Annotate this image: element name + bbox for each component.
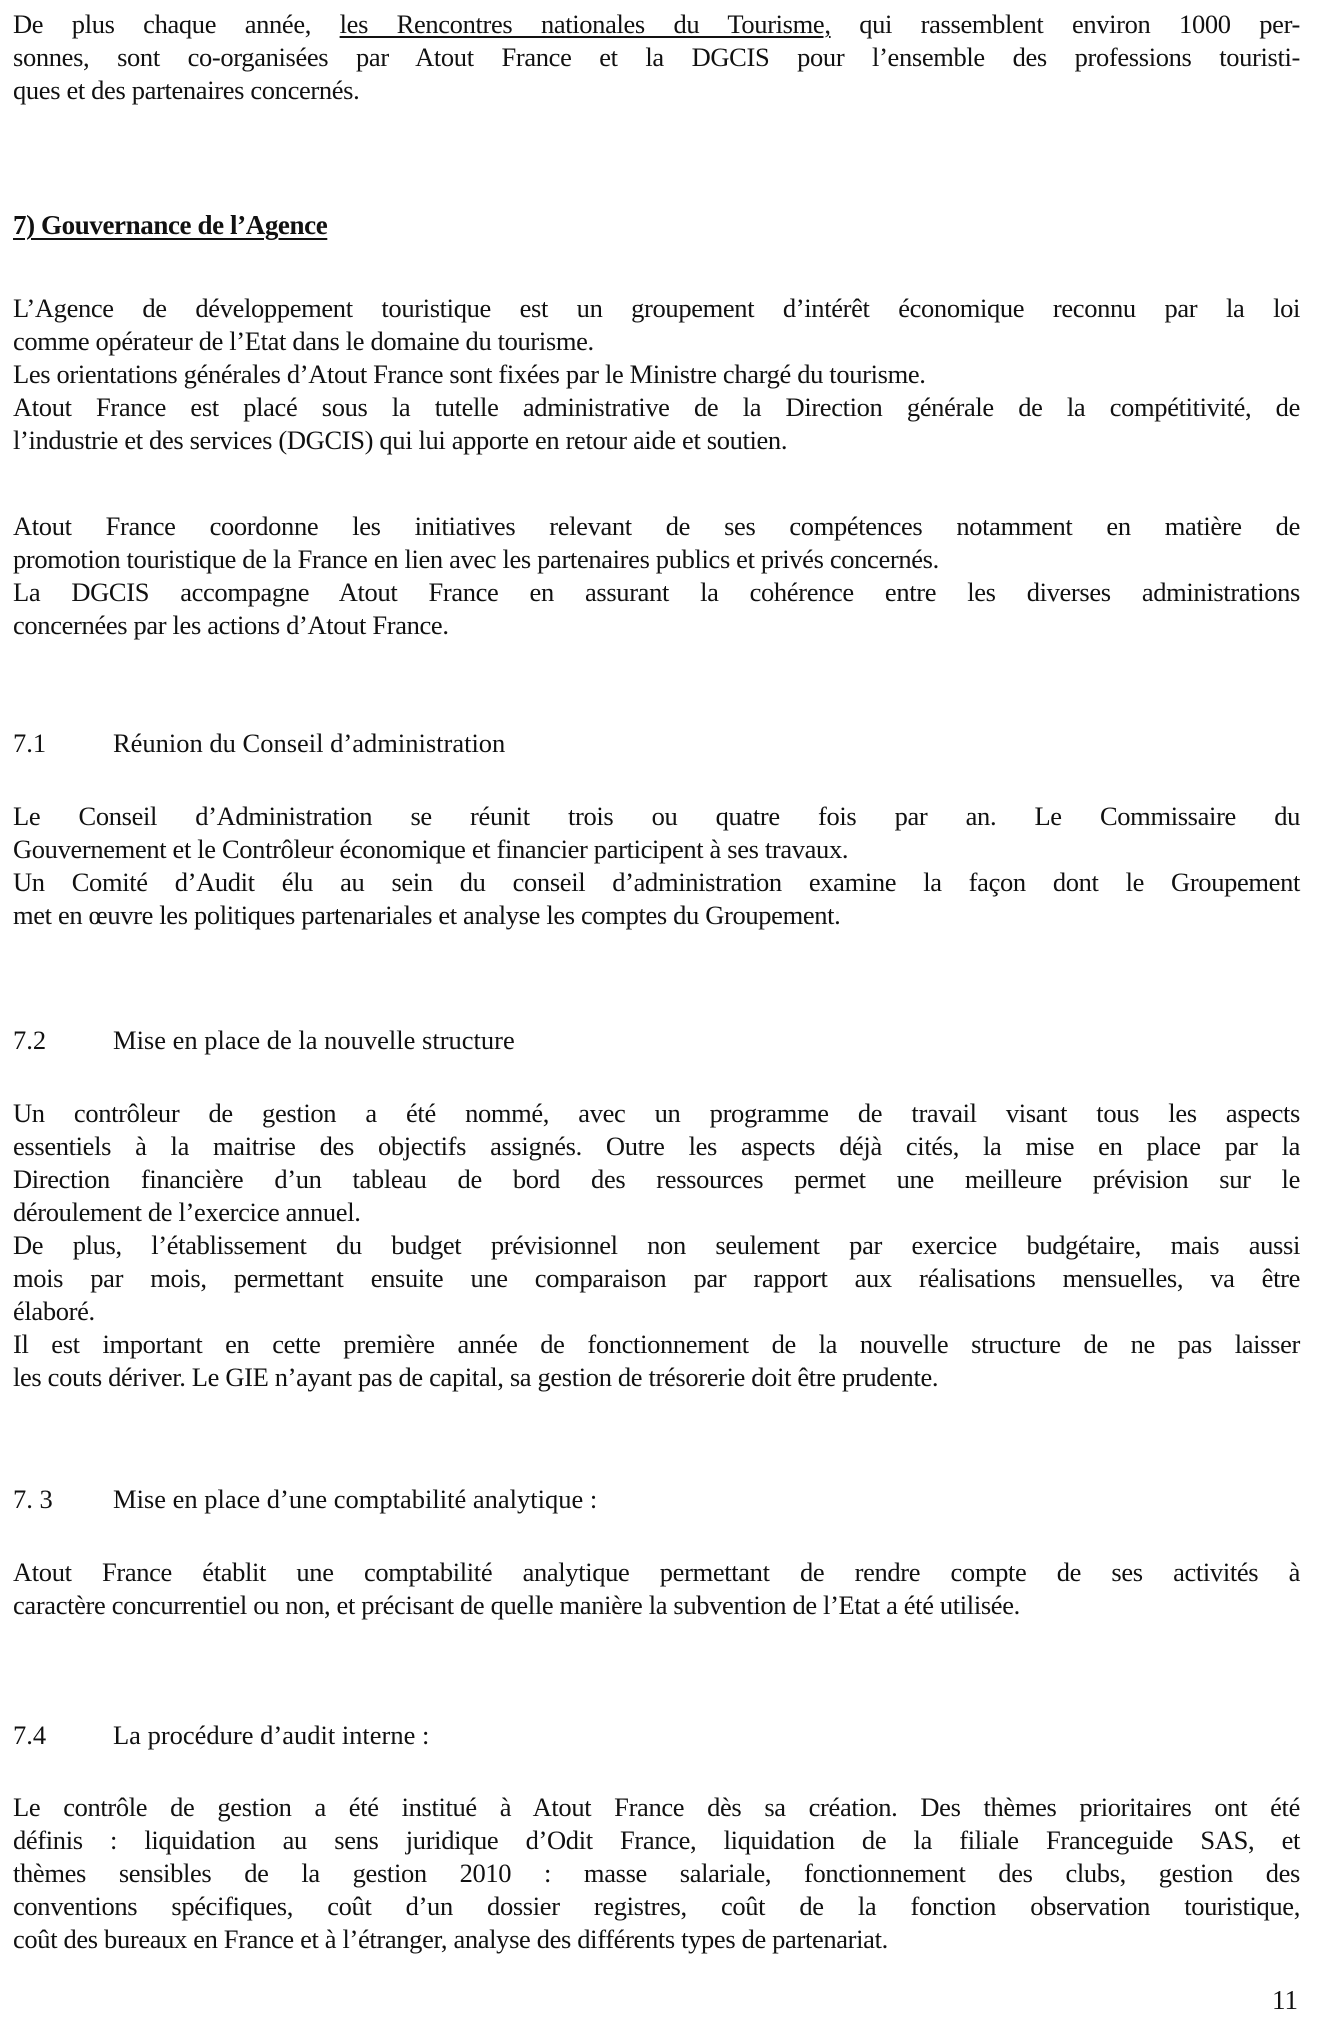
intro-line-3: ques et des partenaires concernés.	[13, 75, 360, 105]
subsection-7-4-heading	[13, 1719, 429, 1752]
intro-paragraph	[13, 8, 1300, 107]
text-line: déroulement de l’exercice annuel.	[13, 1197, 361, 1227]
text-line: L’Agence de développement touristique est un groupement d’intérêt économique reconnu par la loi	[13, 293, 1300, 323]
section-7-paragraph-2	[13, 510, 1300, 642]
text-line: Le Conseil d’Administration se réunit trois ou quatre fois par an. Le Commissaire du	[13, 801, 1300, 831]
intro-line-2: sonnes, sont co-organisées par Atout France et la DGCIS pour l’ensemble des professions touristi-	[13, 42, 1300, 72]
text-line: Le contrôle de gestion a été institué à Atout France dès sa création. Des thèmes prioritaires ont été	[13, 1792, 1300, 1822]
text-line: mois par mois, permettant ensuite une comparaison par rapport aux réalisations mensuelles, va être	[13, 1263, 1300, 1293]
subsection-7-3-heading	[13, 1483, 597, 1516]
text-line: conventions spécifiques, coût d’un dossier registres, coût de la fonction observation touristique,	[13, 1891, 1300, 1921]
text-line: caractère concurrentiel ou non, et précisant de quelle manière la subvention de l’Etat a été utilisée.	[13, 1590, 1020, 1620]
text-line: définis : liquidation au sens juridique d’Odit France, liquidation de la filiale Franceguide SAS, et	[13, 1825, 1300, 1855]
text-line: coût des bureaux en France et à l’étranger, analyse des différents types de partenariat.	[13, 1924, 888, 1954]
intro-line-1: De plus chaque année, les Rencontres nationales du Tourisme, qui rassemblent environ 1000 per-	[13, 9, 1300, 39]
page-number: 11	[1272, 1985, 1298, 2015]
subsection-number: 7.2	[13, 1025, 47, 1055]
text-line: Il est important en cette première année de fonctionnement de la nouvelle structure de ne pas laisser	[13, 1329, 1300, 1359]
subsection-title: Réunion du Conseil d’administration	[113, 728, 506, 758]
text-line: met en œuvre les politiques partenariales et analyse les comptes du Groupement.	[13, 900, 841, 930]
subsection-title: Mise en place d’une comptabilité analytique :	[113, 1484, 598, 1514]
text-line: Un Comité d’Audit élu au sein du conseil d’administration examine la façon dont le Groupement	[13, 867, 1300, 897]
subsection-7-1-heading	[13, 727, 505, 760]
subsection-7-1-paragraph	[13, 800, 1300, 932]
text-line: Gouvernement et le Contrôleur économique et financier participent à ses travaux.	[13, 834, 849, 864]
subsection-7-2-heading	[13, 1024, 515, 1057]
text-line: concernées par les actions d’Atout France.	[13, 610, 449, 640]
subsection-title: Mise en place de la nouvelle structure	[113, 1025, 515, 1055]
text-line: thèmes sensibles de la gestion 2010 : masse salariale, fonctionnement des clubs, gestion des	[13, 1858, 1300, 1888]
text-line: promotion touristique de la France en lien avec les partenaires publics et privés concernés.	[13, 544, 939, 574]
text-line: les couts dériver. Le GIE n’ayant pas de capital, sa gestion de trésorerie doit être prudente.	[13, 1362, 939, 1392]
subsection-number: 7.1	[13, 728, 47, 758]
text-line: La DGCIS accompagne Atout France en assurant la cohérence entre les diverses administrations	[13, 577, 1300, 607]
text-line: Atout France coordonne les initiatives relevant de ses compétences notamment en matière de	[13, 511, 1300, 541]
section-7-heading: 7) Gouvernance de l’Agence	[13, 210, 328, 240]
subsection-title: La procédure d’audit interne :	[113, 1720, 430, 1750]
text-line: essentiels à la maitrise des objectifs assignés. Outre les aspects déjà cités, la mise en place par la	[13, 1131, 1300, 1161]
text-line: l’industrie et des services (DGCIS) qui lui apporte en retour aide et soutien.	[13, 425, 788, 455]
subsection-7-3-paragraph	[13, 1556, 1300, 1622]
text-line: Atout France établit une comptabilité analytique permettant de rendre compte de ses activités à	[13, 1557, 1300, 1587]
text-line: Les orientations générales d’Atout France sont fixées par le Ministre chargé du tourisme.	[13, 359, 926, 389]
text-line: comme opérateur de l’Etat dans le domaine du tourisme.	[13, 326, 594, 356]
section-7-paragraph-1	[13, 292, 1300, 457]
subsection-number: 7.4	[13, 1720, 47, 1750]
subsection-number: 7. 3	[13, 1484, 53, 1514]
subsection-7-2-paragraph	[13, 1097, 1300, 1394]
text-line: De plus, l’établissement du budget prévisionnel non seulement par exercice budgétaire, mais aussi	[13, 1230, 1300, 1260]
text-line: Direction financière d’un tableau de bord des ressources permet une meilleure prévision sur le	[13, 1164, 1300, 1194]
text-line: élaboré.	[13, 1296, 95, 1326]
text-line: Un contrôleur de gestion a été nommé, avec un programme de travail visant tous les aspects	[13, 1098, 1300, 1128]
rencontres-nationales-link-text: les Rencontres nationales du Tourisme,	[339, 9, 831, 39]
subsection-7-4-paragraph	[13, 1791, 1300, 1956]
text-line: Atout France est placé sous la tutelle administrative de la Direction générale de la compétitivité, de	[13, 392, 1300, 422]
